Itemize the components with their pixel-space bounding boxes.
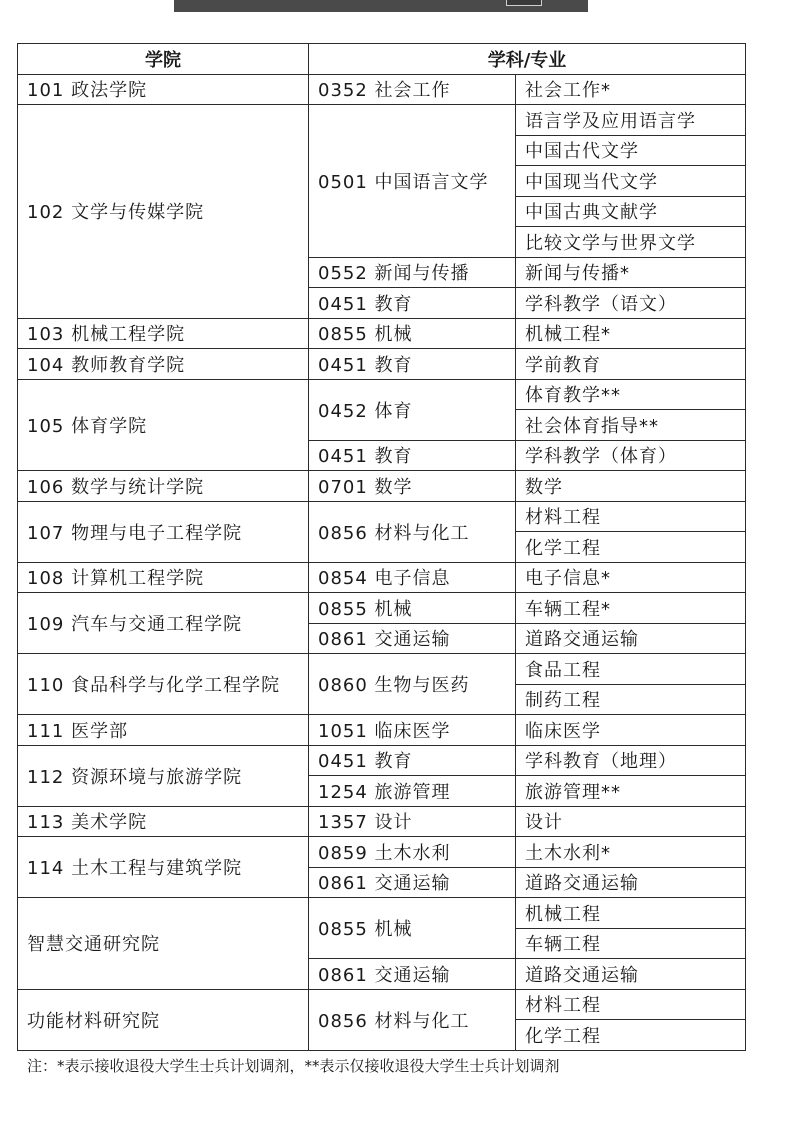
major-cell: 语言学及应用语言学: [516, 105, 746, 136]
major-cell: 社会体育指导**: [516, 410, 746, 441]
college-cell: 106 数学与统计学院: [18, 471, 309, 502]
major-cell: 道路交通运输: [516, 623, 746, 654]
college-cell: 107 物理与电子工程学院: [18, 501, 309, 562]
major-cell: 比较文学与世界文学: [516, 227, 746, 258]
college-cell: 功能材料研究院: [18, 989, 309, 1050]
table-row: [18, 989, 746, 1020]
major-cell: 道路交通运输: [516, 959, 746, 990]
discipline-cell: 1254 旅游管理: [309, 776, 516, 807]
discipline-cell: 0451 教育: [309, 745, 516, 776]
discipline-cell: 0701 数学: [309, 471, 516, 502]
footnote: 注：*表示接收退役大学生士兵计划调剂，**表示仅接收退役大学生士兵计划调剂: [27, 1057, 560, 1075]
discipline-cell: 0856 材料与化工: [309, 501, 516, 562]
college-major-table: [17, 43, 746, 1051]
table-row: [18, 593, 746, 624]
discipline-cell: 1357 设计: [309, 806, 516, 837]
discipline-cell: 0451 教育: [309, 440, 516, 471]
table-row: [18, 654, 746, 685]
major-cell: 化学工程: [516, 1020, 746, 1051]
major-cell: 机械工程: [516, 898, 746, 929]
discipline-cell: 0854 电子信息: [309, 562, 516, 593]
college-cell: 101 政法学院: [18, 74, 309, 105]
major-cell: 中国现当代文学: [516, 166, 746, 197]
college-cell: 智慧交通研究院: [18, 898, 309, 990]
discipline-cell: 0861 交通运输: [309, 867, 516, 898]
table-row: [18, 837, 746, 868]
table-row: [18, 318, 746, 349]
major-cell: 学前教育: [516, 349, 746, 380]
major-cell: 车辆工程*: [516, 593, 746, 624]
discipline-cell: 1051 临床医学: [309, 715, 516, 746]
table-row: [18, 562, 746, 593]
major-cell: 社会工作*: [516, 74, 746, 105]
discipline-cell: 0859 土木水利: [309, 837, 516, 868]
major-cell: 车辆工程: [516, 928, 746, 959]
discipline-cell: 0352 社会工作: [309, 74, 516, 105]
header-college: 学院: [18, 44, 309, 75]
college-cell: 113 美术学院: [18, 806, 309, 837]
major-cell: 中国古典文献学: [516, 196, 746, 227]
table-row: [18, 715, 746, 746]
discipline-cell: 0855 机械: [309, 593, 516, 624]
table-row: [18, 806, 746, 837]
major-cell: 学科教学（体育）: [516, 440, 746, 471]
discipline-cell: 0860 生物与医药: [309, 654, 516, 715]
discipline-cell: 0855 机械: [309, 318, 516, 349]
major-cell: 学科教学（语文）: [516, 288, 746, 319]
discipline-cell: 0861 交通运输: [309, 623, 516, 654]
table-row: [18, 74, 746, 105]
header-major: 学科/专业: [309, 44, 746, 75]
discipline-cell: 0856 材料与化工: [309, 989, 516, 1050]
discipline-cell: 0451 教育: [309, 288, 516, 319]
table-body: [18, 74, 746, 1050]
college-cell: 105 体育学院: [18, 379, 309, 471]
major-cell: 临床医学: [516, 715, 746, 746]
major-cell: 制药工程: [516, 684, 746, 715]
major-cell: 电子信息*: [516, 562, 746, 593]
college-cell: 111 医学部: [18, 715, 309, 746]
major-cell: 学科教育（地理）: [516, 745, 746, 776]
college-cell: 108 计算机工程学院: [18, 562, 309, 593]
major-cell: 土木水利*: [516, 837, 746, 868]
major-cell: 设计: [516, 806, 746, 837]
college-cell: 102 文学与传媒学院: [18, 105, 309, 319]
major-cell: 机械工程*: [516, 318, 746, 349]
table-row: [18, 745, 746, 776]
major-cell: 旅游管理**: [516, 776, 746, 807]
college-cell: 104 教师教育学院: [18, 349, 309, 380]
college-cell: 103 机械工程学院: [18, 318, 309, 349]
college-cell: 112 资源环境与旅游学院: [18, 745, 309, 806]
major-cell: 新闻与传播*: [516, 257, 746, 288]
college-cell: 114 土木工程与建筑学院: [18, 837, 309, 898]
table-row: [18, 471, 746, 502]
viewer-toolbar: [174, 0, 588, 12]
major-cell: 数学: [516, 471, 746, 502]
major-cell: 材料工程: [516, 501, 746, 532]
table-header-row: [18, 44, 746, 75]
table-row: [18, 379, 746, 410]
discipline-cell: 0855 机械: [309, 898, 516, 959]
toolbar-button[interactable]: [506, 0, 542, 6]
major-cell: 化学工程: [516, 532, 746, 563]
table-row: [18, 501, 746, 532]
discipline-cell: 0552 新闻与传播: [309, 257, 516, 288]
major-cell: 道路交通运输: [516, 867, 746, 898]
discipline-cell: 0451 教育: [309, 349, 516, 380]
major-cell: 体育教学**: [516, 379, 746, 410]
discipline-cell: 0452 体育: [309, 379, 516, 440]
discipline-cell: 0861 交通运输: [309, 959, 516, 990]
college-cell: 109 汽车与交通工程学院: [18, 593, 309, 654]
table-row: [18, 349, 746, 380]
discipline-cell: 0501 中国语言文学: [309, 105, 516, 258]
major-cell: 材料工程: [516, 989, 746, 1020]
table-row: [18, 898, 746, 929]
major-cell: 中国古代文学: [516, 135, 746, 166]
college-cell: 110 食品科学与化学工程学院: [18, 654, 309, 715]
major-cell: 食品工程: [516, 654, 746, 685]
table-row: [18, 105, 746, 136]
